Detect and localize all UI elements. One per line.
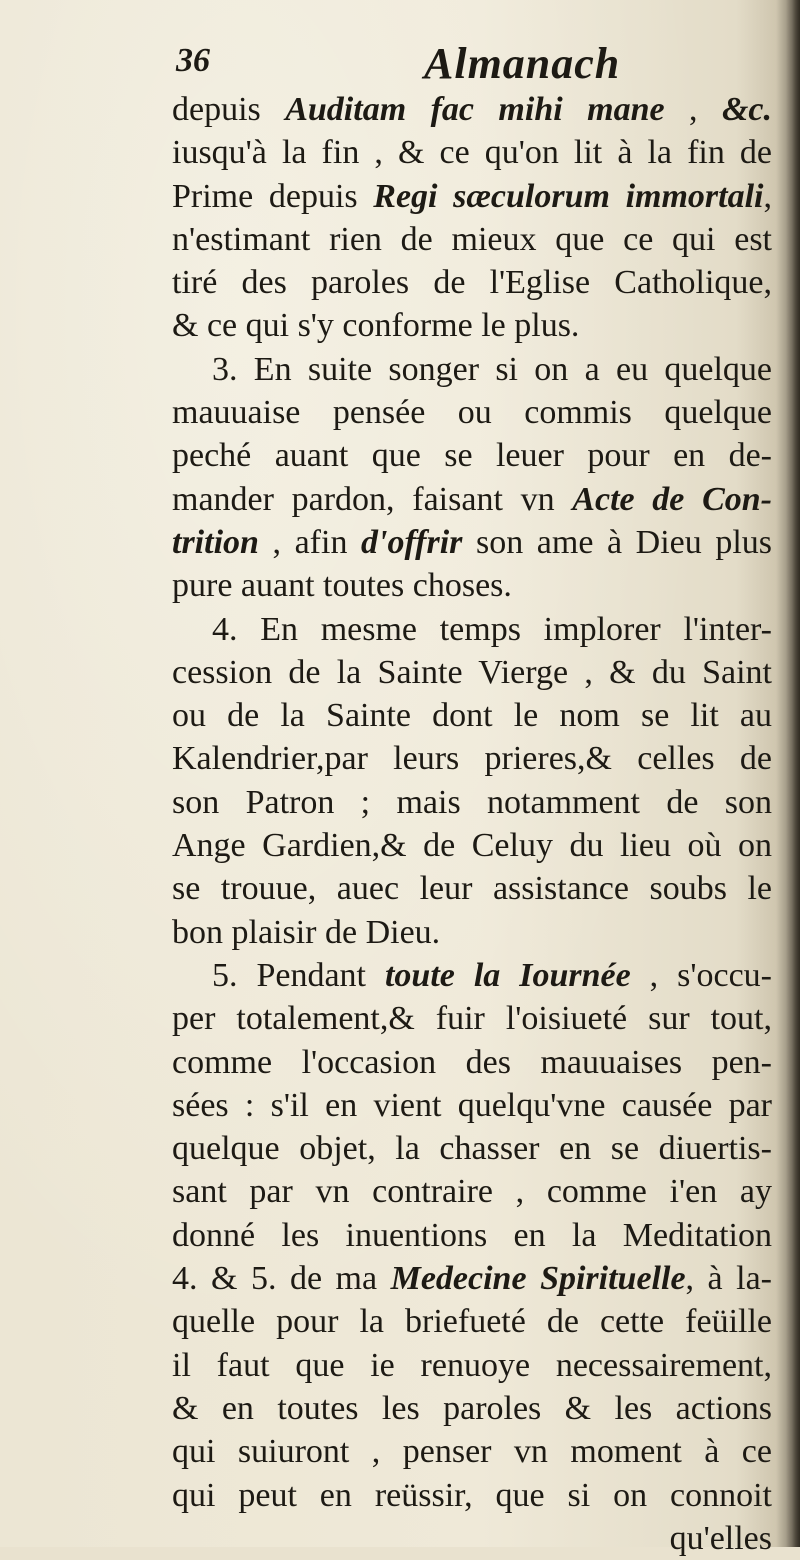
text-line <box>172 1170 772 1213</box>
text-run: Prime depuis <box>172 177 374 215</box>
body-text <box>172 88 772 1560</box>
text-run: se trouue, auec leur assistance soubs le <box>172 870 772 908</box>
text-line <box>172 478 772 521</box>
italic-text: Regi sæculorum immortali <box>373 177 764 215</box>
text-run: quelque objet, la chasser en se diuertis- <box>172 1130 772 1168</box>
italic-text: Auditam fac mihi mane <box>285 91 665 128</box>
page-edge-shadow <box>786 0 800 1547</box>
text-line <box>172 1474 772 1517</box>
text-run: son Patron ; mais notamment de son <box>172 783 772 821</box>
text-line <box>172 564 772 607</box>
text-line <box>172 694 772 737</box>
text-run: , afin <box>258 523 362 561</box>
page-header <box>176 39 740 90</box>
text-run: 4. En mesme temps implorer l'inter- <box>212 610 772 648</box>
text-line <box>172 824 772 867</box>
text-run: cession de la Sainte Vierge , & du Saint <box>172 653 772 691</box>
text-line <box>172 1344 772 1387</box>
text-run: n'estimant rien de mieux que ce qui est <box>172 220 772 258</box>
text-line <box>172 1127 772 1170</box>
text-run: & ce qui s'y conforme le plus. <box>172 307 580 345</box>
text-run: peché auant que se leuer pour en de- <box>172 437 772 475</box>
italic-text: d'offrir <box>361 523 463 561</box>
text-line <box>172 911 772 954</box>
text-run: mander pardon, faisant vn <box>172 480 573 518</box>
text-run: bon plaisir de Dieu. <box>172 913 441 951</box>
text-line <box>172 1300 772 1343</box>
text-run: pure auant toutes choses. <box>172 567 512 605</box>
text-line <box>172 1084 772 1127</box>
text-line <box>172 997 772 1040</box>
text-line <box>172 1041 772 1084</box>
text-run: quelle pour la briefueté de cette feüille <box>172 1303 772 1341</box>
italic-text: &c. <box>721 91 772 128</box>
text-line <box>172 434 772 477</box>
text-line <box>172 867 772 910</box>
text-line <box>172 391 772 434</box>
text-line <box>172 1517 772 1560</box>
text-line <box>172 175 772 218</box>
text-run: , s'occu- <box>630 956 772 994</box>
text-line <box>172 348 772 391</box>
text-run: qu'elles <box>669 1519 772 1557</box>
text-run: sées : s'il en vient quelqu'vne causée par <box>172 1086 772 1124</box>
italic-text: Acte de Con- <box>572 480 772 518</box>
text-run: ou de la Sainte dont le nom se lit au <box>172 697 772 735</box>
text-run: Kalendrier,par leurs prieres,& celles de <box>172 740 772 778</box>
text-line <box>172 1257 772 1300</box>
text-run: il faut que ie renuoye necessairement, <box>172 1346 772 1384</box>
text-line <box>172 954 772 997</box>
running-title: Almanach <box>424 39 621 88</box>
text-line <box>172 1214 772 1257</box>
text-run: iusqu'à la fin , & ce qu'on lit à la fin de <box>172 134 772 172</box>
text-run: 4. & 5. de ma <box>172 1260 391 1298</box>
text-run: tiré des paroles de l'Eglise Catholique, <box>172 264 772 302</box>
text-run: , <box>763 177 772 215</box>
text-run: , à la- <box>685 1260 772 1298</box>
text-line <box>172 304 772 347</box>
text-run: , <box>664 91 722 128</box>
text-line <box>172 131 772 174</box>
text-run: qui peut en reüssir, que si on connoit <box>172 1476 772 1514</box>
page-number: 36 <box>176 42 210 79</box>
text-run: qui suiuront , penser vn moment à ce <box>172 1433 772 1471</box>
text-line <box>172 1430 772 1473</box>
text-line <box>172 261 772 304</box>
text-run: Ange Gardien,& de Celuy du lieu où on <box>172 827 772 865</box>
text-line <box>172 608 772 651</box>
text-line <box>172 521 772 564</box>
text-run: donné les inuentions en la Meditation <box>172 1216 772 1254</box>
text-run: comme l'occasion des mauuaises pen- <box>172 1043 772 1081</box>
text-line <box>172 1387 772 1430</box>
italic-text: toute la Iournée <box>384 956 631 994</box>
text-run: 5. Pendant <box>212 956 385 994</box>
text-line <box>172 88 772 131</box>
text-line <box>172 218 772 261</box>
text-run: depuis <box>172 91 286 128</box>
text-run: sant par vn contraire , comme i'en ay <box>172 1173 772 1211</box>
text-run: mauuaise pensée ou commis quelque <box>172 394 772 432</box>
text-line <box>172 651 772 694</box>
text-run: per totalement,& fuir l'oisiueté sur tout, <box>172 1000 772 1038</box>
text-run: 3. En suite songer si on a eu quelque <box>212 350 772 388</box>
italic-text: Medecine Spirituelle <box>390 1260 686 1298</box>
text-line <box>172 781 772 824</box>
text-run: son ame à Dieu plus <box>462 523 773 561</box>
italic-text: trition <box>172 523 259 561</box>
text-line <box>172 737 772 780</box>
text-run: & en toutes les paroles & les actions <box>172 1389 772 1427</box>
